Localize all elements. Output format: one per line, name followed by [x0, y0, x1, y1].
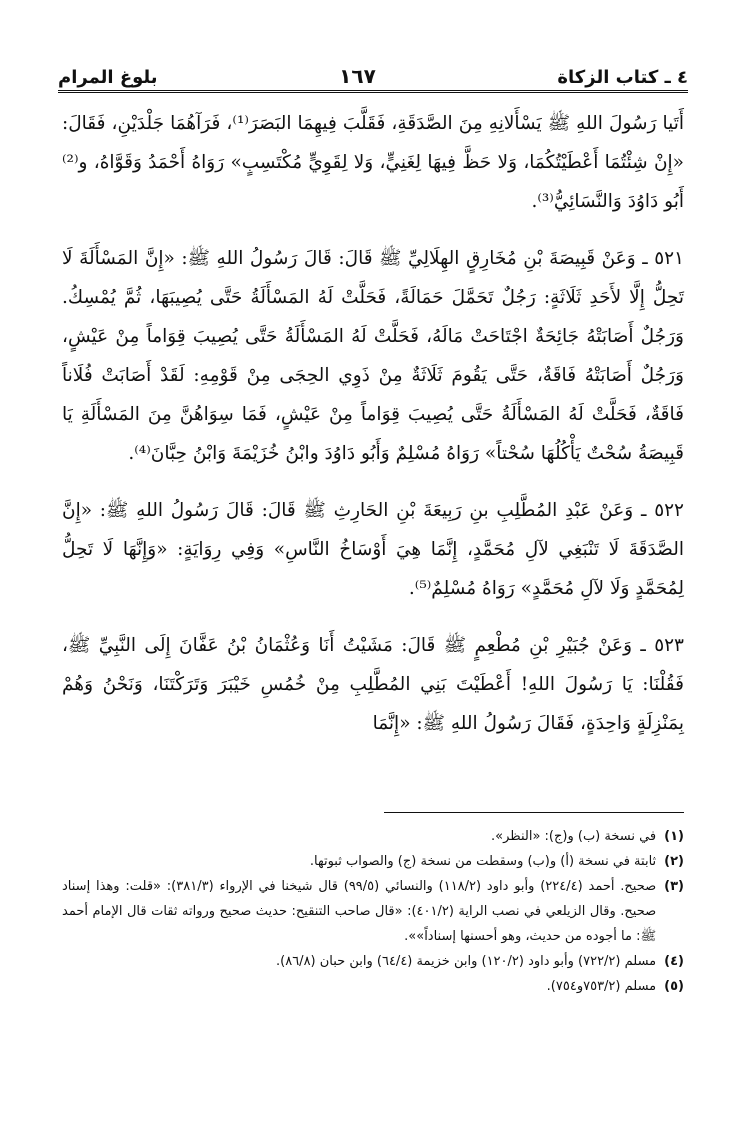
chapter-title: ٤ ـ كتاب الزكاة — [557, 67, 688, 88]
footnote-divider — [384, 812, 684, 813]
footnote-number: (٥) — [664, 979, 684, 994]
hadith-522: ٥٢٢ ـ وَعَنْ عَبْدِ المُطَّلِبِ بنِ رَبِيعَةَ بْنِ الحَارِثِ ﷺ قَالَ: قَالَ رَسُولُ اللهِ ﷺ: «إِنَّ الصَّدَقَةَ لَا تَنْبَغِي لآلِ مُحَمَّدٍ، إِنَّمَا هِيَ أَوْسَاخُ النَّاسِ» وَفِي رِوَايَةٍ: «وَإِنَّهَا لَا تَحِلُّ لِمُحَمَّدٍ وَلَا لآلِ مُحَمَّدٍ» رَوَاهُ مُسْلِمٌ⁽⁵⁾. — [62, 500, 684, 599]
header-divider — [58, 90, 688, 93]
main-text — [62, 104, 684, 743]
footnote-number: (١) — [664, 829, 684, 844]
footnote-text: ثابتة في نسخة (أ) و(ب) وسقطت من نسخة (ج) والصواب ثبوتها. — [309, 854, 657, 869]
footnote-text: صحيح. أحمد (٢٢٤/٤) وأبو داود (١١٨/٢) والنسائي (٩٩/٥) قال شيخنا في الإرواء (٣٨١/٣): «قلت: وهذا إسناد صحيح. وقال الزيلعي في نصب الراية (٤٠١/٢): «قال صاحب التنقيح: حديث صحيح ورواته ثقات قال الإمام أحمد ﷺ: ما أجوده من حديث، وهو أحسنها إسناداً»». — [62, 879, 657, 944]
hadith-521: ٥٢١ ـ وَعَنْ قَبِيصَةَ بْنِ مُخَارِقٍ الهِلَالِيِّ ﷺ قَالَ: قَالَ رَسُولُ اللهِ ﷺ: «إِنَّ المَسْأَلَةَ لَا تَحِلُّ إِلَّا لأَحَدِ ثَلَاثَةٍ: رَجُلٌ تَحَمَّلَ حَمَالَةً، فَحَلَّتْ لَهُ المَسْأَلَةُ حَتَّى يُصِيبَهَا، ثُمَّ يُمْسِكُ. وَرَجُلٌ أَصَابَتْهُ جَائِحَةٌ اجْتَاحَتْ مَالَهُ، فَحَلَّتْ لَهُ المَسْأَلَةُ حَتَّى يُصِيبَ قِوَاماً مِنْ عَيْشٍ، وَرَجُلٌ أَصَابَتْهُ فَاقَةٌ، حَتَّى يَقُومَ ثَلَاثَةٌ مِنْ ذَوِي الحِجَى مِنْ قَوْمِهِ: لَقَدْ أَصَابَتْ فُلَاناً فَاقَةٌ، فَحَلَّتْ لَهُ المَسْأَلَةُ حَتَّى يُصِيبَ قِوَاماً مِنْ عَيْشٍ، فَمَا سِوَاهُنَّ مِنَ المَسْأَلَةِ يَا قَبِيصَةُ سُحْتٌ يَأْكُلُهَا سُحْتاً» رَوَاهُ مُسْلِمٌ وَأَبُو دَاوُدَ وابْنُ خُزَيْمَةَ وَابْنُ حِبَّانَ⁽⁴⁾. — [62, 248, 684, 464]
footnote — [62, 849, 684, 874]
footnote-number: (٤) — [664, 954, 684, 969]
footnote — [62, 824, 684, 849]
footnote-text: مسلم (٧٢٢/٢) وأبو داود (١٢٠/٢) وابن خزيمة (٦٤/٤) وابن حبان (٨٦/٨). — [276, 954, 657, 969]
footnote-text: مسلم (٧٥٣/٢و٧٥٤). — [546, 979, 657, 994]
book-title: بلوغ المرام — [58, 67, 158, 88]
page-header — [58, 52, 688, 88]
hadith-523: ٥٢٣ ـ وَعَنْ جُبَيْرِ بْنِ مُطْعِمٍ ﷺ قَالَ: مَشَيْتُ أَنَا وَعُثْمَانُ بْنُ عَفَّانَ إِلَى النَّبِيِّ ﷺ، فَقُلْنَا: يَا رَسُولَ اللهِ! أَعْطَيْتَ بَنِي المُطَّلِبِ مِنْ خُمُسِ خَيْبَرَ وَتَرَكْتَنَا، وَنَحْنُ وَهُمْ بِمَنْزِلَةٍ وَاحِدَةٍ، فَقَالَ رَسُولُ اللهِ ﷺ: «إِنَّمَا — [62, 635, 684, 734]
page-number: ١٦٧ — [339, 64, 376, 88]
footnote-number: (٣) — [664, 879, 684, 894]
footnotes — [62, 824, 684, 999]
footnote — [62, 949, 684, 974]
footnote — [62, 874, 684, 949]
footnote-number: (٢) — [664, 854, 684, 869]
footnote — [62, 974, 684, 999]
paragraph-continuation: أَتَيا رَسُولَ اللهِ ﷺ يَسْأَلانِهِ مِنَ الصَّدَقَةِ، فَقَلَّبَ فِيهِمَا البَصَرَ⁽¹⁾، فَرَآهُمَا جَلْدَيْنِ، فَقَالَ: «إِنْ شِئْتُمَا أَعْطَيْتُكُمَا، وَلا حَظَّ فِيهَا لِغَنِيٍّ، وَلا لِقَوِيٍّ مُكْتَسِبٍ» رَوَاهُ أَحْمَدُ وَقَوَّاهُ، و⁽²⁾أَبُو دَاوُدَ وَالنَّسَائِيُّ⁽³⁾. — [62, 113, 684, 212]
footnote-text: في نسخة (ب) و(ج): «النظر». — [491, 829, 657, 844]
